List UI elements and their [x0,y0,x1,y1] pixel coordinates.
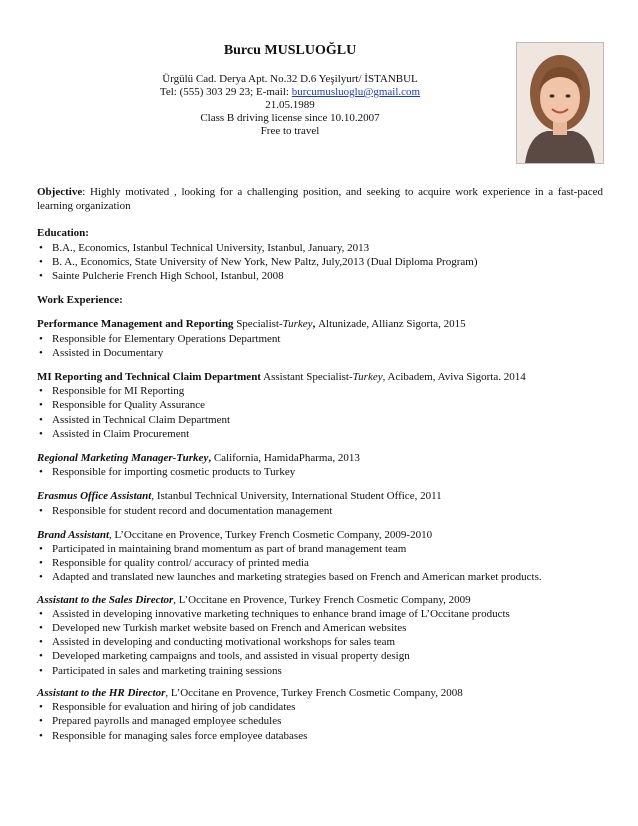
job-details: Acibadem, Aviva Sigorta. 2014 [387,371,526,384]
job-bullet: • Assisted in developing innovative marketing techniques to enhance brand image of L’Occitane products [37,607,603,621]
job-bullet: • Developed new Turkish market website based on French and American websites [37,621,603,635]
job-heading [37,489,603,503]
job-details: L’Occitane en Provence, Turkey French Cosmetic Company, 2009 [178,593,471,606]
job-heading [37,317,603,331]
job-role: MI Reporting and Technical Claim Department [37,371,261,384]
job-bullets [37,384,603,441]
job-bullet: • Responsible for Quality Assurance [37,398,603,412]
job-bullet: • Adapted and translated new launches and marketing strategies based on French and American market products. [37,570,603,584]
job-bullet: • Responsible for importing cosmetic products to Turkey [37,465,603,479]
job-details: California, HamidaPharma, 2013 [213,452,360,465]
job-bullet: • Assisted in developing and conducting motivational workshops for sales team [37,635,603,649]
job-details: L’Occitane en Provence, Turkey French Cosmetic Company, 2008 [170,686,463,699]
job-bullets [37,607,603,678]
job-role-rest: Specialist- [233,318,283,331]
travel-line: Free to travel [260,125,320,137]
work-experience-title: Work Experience: [37,294,123,307]
objective-text: : Highly motivated , looking for a challenging position, and seeking to acquire work experience in a fast-paced learning organization [37,186,603,213]
email-link[interactable]: burcumusluoglu@gmail.com [291,86,421,98]
job-bullet: • Assisted in Technical Claim Department [37,413,603,427]
job-role-italic: Turkey [282,318,313,331]
job-bullet: • Assisted in Claim Procurement [37,427,603,441]
education-item: • Sainte Pulcherie French High School, Istanbul, 2008 [37,269,603,283]
job-role: Performance Management and Reporting [37,318,234,331]
education-item: • B. A., Economics, State University of New York, New Paltz, July,2013 (Dual Diploma Program) [37,255,603,269]
job-heading [37,528,603,542]
job-heading [37,451,603,465]
job-bullet: • Responsible for MI Reporting [37,384,603,398]
job-bullet: • Developed marketing campaigns and tools, and assisted in visual property design [37,649,603,663]
job-separator: , [109,528,115,541]
job-details: Altunizade, Allianz Sigorta, 2015 [318,318,466,331]
job-separator: , [208,452,214,465]
candidate-name: Burcu MUSLUOĞLU [223,43,357,58]
objective-label: Objective [37,186,83,198]
job-details: L’Occitane en Provence, Turkey French Cosmetic Company, 2009-2010 [114,528,433,541]
job-heading [37,593,603,607]
job-bullets [37,332,603,360]
education-list [37,241,603,284]
job-role-italic: Turkey [352,371,383,384]
job-role: Assistant to the HR Director [37,686,166,699]
job-bullet: • Prepared payrolls and managed employee schedules [37,714,603,728]
job-role: Regional Marketing Manager-Turkey [37,452,209,465]
job-role: Assistant to the Sales Director [37,593,174,606]
job-separator: , [312,318,319,331]
job-details: Istanbul Technical University, International Student Office, 2011 [156,490,442,503]
job-bullet: • Responsible for managing sales force employee databases [37,729,603,743]
objective-section [37,185,603,213]
job-bullets [37,542,603,585]
job-heading [37,686,603,700]
job-bullets [37,465,603,479]
job-separator: , [151,490,157,503]
job-role-rest: Assistant Specialist- [260,371,353,384]
job-bullet: • Responsible for quality control/ accuracy of printed media [37,556,603,570]
resume-header [100,42,480,138]
birth-date: 21.05.1989 [265,99,315,111]
contact-line [100,86,480,99]
job-bullet: • Responsible for Elementary Operations Department [37,332,603,346]
job-separator: , [173,593,179,606]
job-role: Erasmus Office Assistant [37,490,152,503]
education-title: Education: [37,227,89,240]
address-line: Ürgülü Cad. Derya Apt. No.32 D.6 Yeşilyurt/ İSTANBUL [162,73,418,85]
profile-photo [516,42,604,164]
license-line: Class B driving license since 10.10.2007 [200,112,380,124]
job-bullet: • Participated in maintaining brand momentum as part of brand management team [37,542,603,556]
job-bullets [37,700,603,743]
job-heading [37,370,603,384]
job-bullets [37,504,603,518]
job-separator: , [165,686,171,699]
job-separator: , [382,371,388,384]
phone-text: Tel: (555) 303 29 23; E-mail: [159,86,292,98]
job-bullet: • Participated in sales and marketing training sessions [37,664,603,678]
job-bullet: • Responsible for evaluation and hiring of job candidates [37,700,603,714]
job-bullet: • Responsible for student record and documentation management [37,504,603,518]
education-item: • B.A., Economics, Istanbul Technical University, Istanbul, January, 2013 [37,241,603,255]
job-bullet: • Assisted in Documentary [37,346,603,360]
resume-body [37,185,603,743]
job-role: Brand Assistant [37,528,110,541]
